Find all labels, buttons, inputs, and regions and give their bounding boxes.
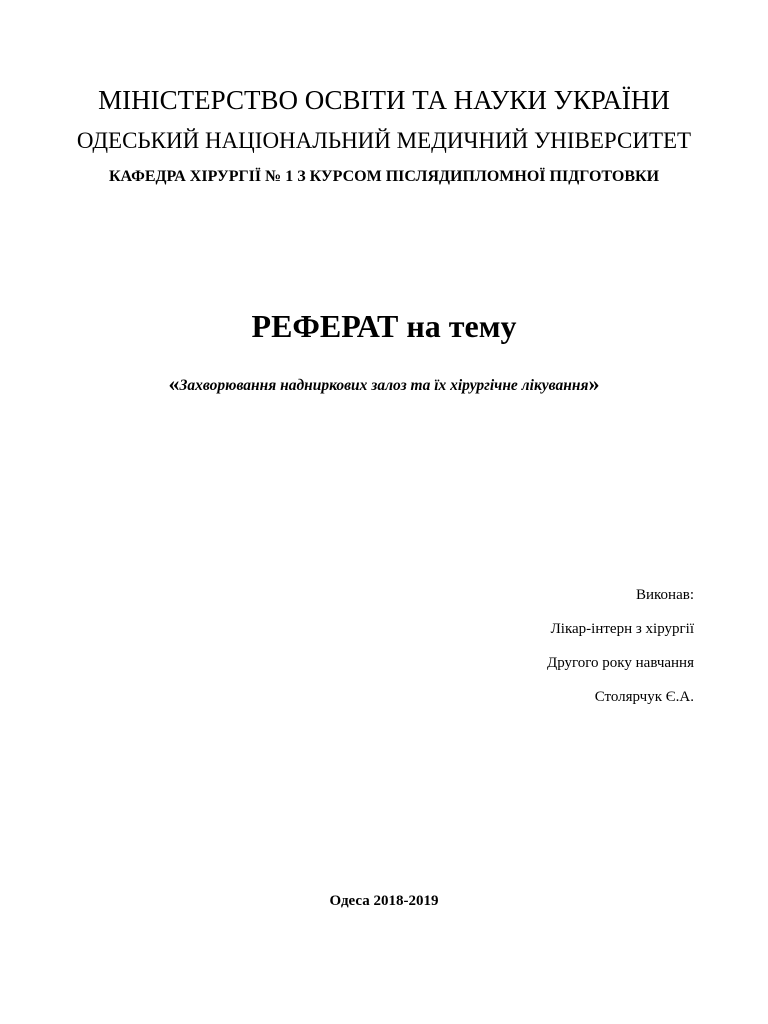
topic-close-quote: » xyxy=(588,371,600,396)
department-heading: КАФЕДРА ХІРУРГІЇ № 1 З КУРСОМ ПІСЛЯДИПЛОМНОЇ ПІДГОТОВКИ xyxy=(108,168,660,185)
topic-line xyxy=(0,372,768,398)
ministry-heading: МІНІСТЕРСТВО ОСВІТИ ТА НАУКИ УКРАЇНИ xyxy=(98,85,670,115)
topic-open-quote: « xyxy=(168,371,180,396)
author-name: Столярчук Є.А. xyxy=(594,689,694,705)
author-study-year: Другого року навчання xyxy=(546,655,694,671)
author-label: Виконав: xyxy=(636,587,694,603)
author-position: Лікар-інтерн з хірургії xyxy=(550,621,694,637)
university-heading: ОДЕСЬКИЙ НАЦІОНАЛЬНИЙ МЕДИЧНИЙ УНІВЕРСИТЕТ xyxy=(76,128,692,153)
city-years: Одеса 2018-2019 xyxy=(329,893,439,909)
topic-text: Захворювання надниркових залоз та їх хірургічне лікування xyxy=(179,377,589,394)
document-title: РЕФЕРАТ на тему xyxy=(251,308,517,344)
